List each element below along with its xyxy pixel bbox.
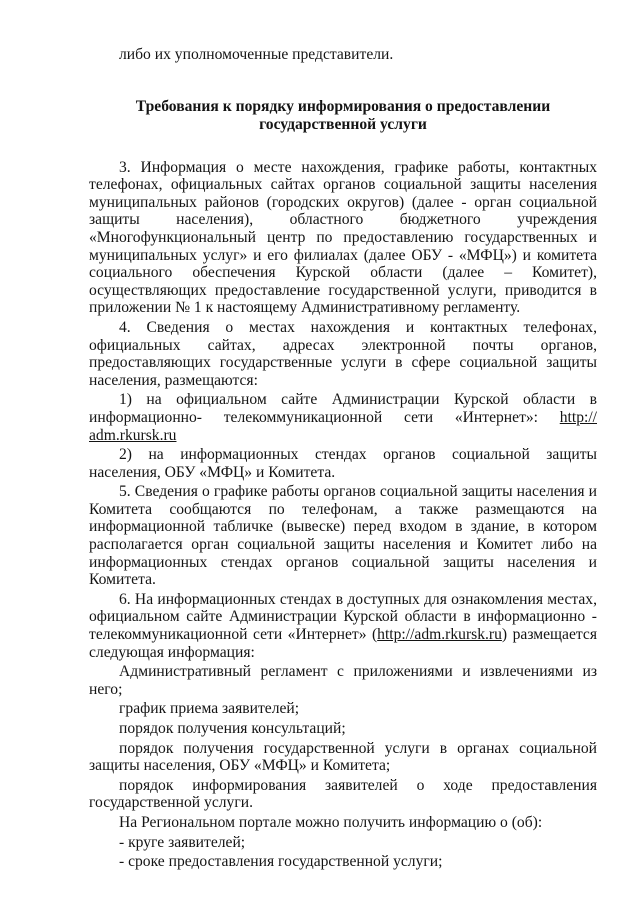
portal-intro: На Региональном портале можно получить информацию о (об): (119, 813, 543, 831)
dash-item: - сроке предоставления государственной услуги; (119, 853, 443, 871)
document-page (89, 46, 597, 871)
list-item: порядок информирования заявителей о ходе предоставления государственной услуги. (89, 776, 597, 812)
website-link-2[interactable]: http://adm.rkursk.ru (377, 626, 502, 644)
paragraph-4-item-1 (89, 391, 597, 444)
paragraph-4: 4. Сведения о местах нахождения и контактных телефонах, официальных сайтах, адресах электронной почты органов, предоставляющих государственные услуги в сфере социальной защиты населения, размещаются: (89, 318, 597, 389)
list-item: график приема заявителей; (119, 700, 300, 718)
paragraph-4-item-1-text: 1) на официальном сайте Администрации Курской области в информационно- телекоммуникационной сети «Интернет»: (89, 391, 597, 426)
section-heading-line1: Требования к порядку информирования о предоставлении (135, 97, 551, 115)
paragraph-6-text-a: 6. На информационных стендах в доступных для ознакомления местах, официальном сайте Администрации Курской области в информационно - телекоммуникационной сети «Интернет» ( (89, 590, 597, 644)
dash-item: - круге заявителей; (119, 833, 246, 851)
paragraph-5: 5. Сведения о графике работы органов социальной защиты населения и Комитета сообщаются по телефонам, а также размещаются на информационной табличке (вывеске) перед входом в здание, в котором располагается орган социальной защиты населения и Комитет либо на информационных стендах органов социальной защиты населения и Комитета. (89, 483, 597, 589)
paragraph-4-item-2: 2) на информационных стендах органов социальной защиты населения, ОБУ «МФЦ» и Комитета. (89, 446, 597, 481)
section-heading (89, 98, 597, 134)
list-item: порядок получения государственной услуги в органах социальной защиты населения, ОБУ «МФЦ» и Комитета; (89, 739, 597, 775)
list-item: Административный регламент с приложениями и извлечениями из него; (89, 663, 597, 698)
paragraph-6-text-b: ) размещается следующая информация: (89, 626, 597, 661)
continuation-line: либо их уполномоченные представители. (119, 46, 394, 63)
section-heading-line2: государственной услуги (259, 115, 427, 133)
paragraph-3: 3. Информация о месте нахождения, графике работы, контактных телефонах, официальных сайтах органов социальной защиты населения муниципальных районов (городских округов) (далее - орган социальной защиты населения), областного бюджетного учреждения «Многофункциональный центр по предоставлению государственных и муниципальных услуг» и его филиалах (далее ОБУ - «МФЦ») и комитета социального обеспечения Курской области (далее – Комитет), осуществляющих предоставление государственной услуги, приводится в приложении № 1 к настоящему Административному регламенту. (89, 158, 597, 317)
paragraph-6 (89, 591, 597, 661)
list-item: порядок получения консультаций; (119, 720, 346, 737)
website-link[interactable]: http:// adm.rkursk.ru (89, 408, 597, 444)
